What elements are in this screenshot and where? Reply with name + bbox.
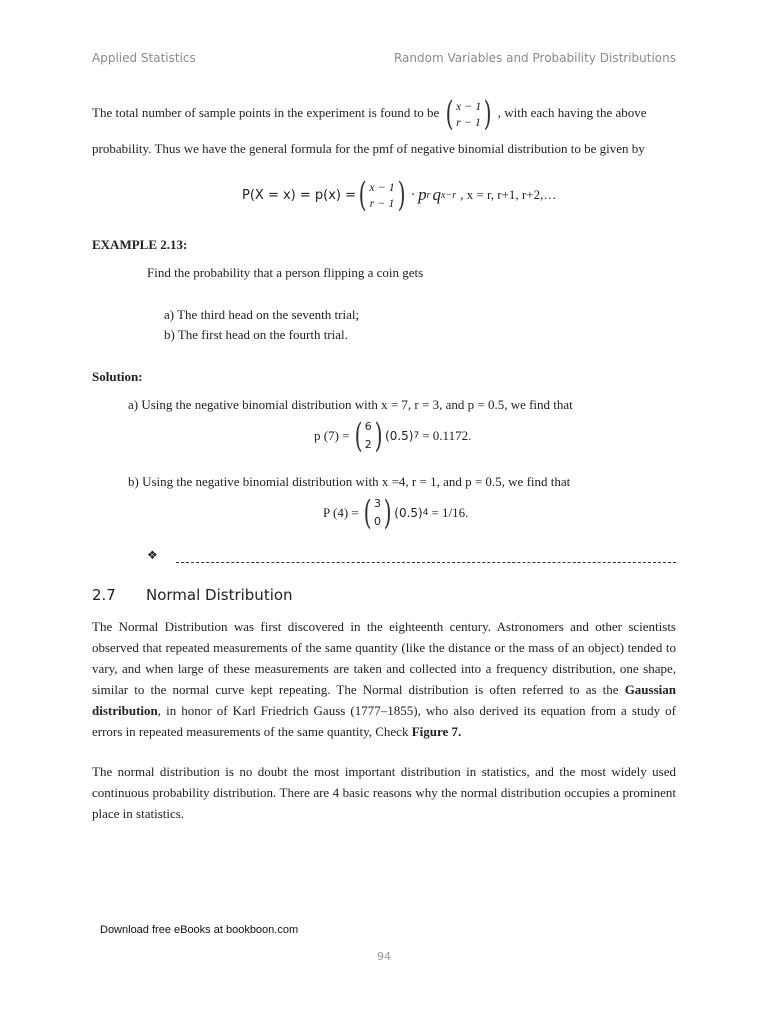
binomial-coefficient: ( x − 1 r − 1 ) [445, 94, 492, 134]
header-chapter-title: Random Variables and Probability Distributions [393, 51, 676, 65]
solution-b-lhs: P (4) = [323, 505, 359, 520]
formula-lhs: P(X = x) = p(x) = [242, 187, 357, 203]
solution-a-rhs: = 0.1172. [422, 428, 472, 443]
end-mark-icon: ❖ [147, 548, 158, 562]
solution-a-binom-top: 6 [364, 420, 372, 433]
solution-b-exp: 4 [422, 508, 429, 518]
solution-b-binom-bottom: 0 [374, 515, 382, 528]
section-number: 2.7 [92, 586, 116, 604]
solution-b-formula [323, 495, 468, 531]
formula-dot: · [410, 187, 416, 203]
section-title: Normal Distribution [146, 586, 293, 604]
solution-a-formula [314, 418, 471, 454]
paragraph1-figure-ref: Figure 7. [411, 724, 462, 739]
formula-binomial: ( x − 1 r − 1 ) [358, 175, 406, 215]
formula-p: p [418, 185, 427, 204]
solution-b-base: (0.5) [394, 506, 423, 520]
intro-text-after: , with each having the above [497, 104, 647, 120]
paragraph1-part2: , in honor of Karl Friedrich Gauss (1777–1855), who also derived its equation from a study of errors in repeated measurements of the same quantity, Check [92, 703, 676, 739]
paragraph1-part1: The Normal Distribution was first discovered in the eighteenth century. Astronomers and other scientists observed that repeated measurements of the same quantity (like the distance or the mass of an object) tended to vary, and when large of these measurements are taken and collected into a frequency distribution, one shape, similar to the normal curve kept repeating. The Normal distribution is often referred to as the [92, 619, 676, 697]
binom-bottom: r − 1 [456, 115, 481, 129]
intro-text-before: The total number of sample points in the experiment is found to be [92, 104, 440, 120]
solution-b-rhs: = 1/16. [431, 505, 469, 520]
solution-a-binom-bottom: 2 [364, 438, 372, 451]
header-book-title: Applied Statistics [92, 51, 196, 65]
formula-q: q [432, 185, 442, 204]
formula-range: , x = r, r+1, r+2,… [460, 187, 557, 202]
binom-top: x − 1 [455, 99, 482, 113]
paragraph1-bold-gaussian: Gaussian distribution [92, 682, 676, 718]
example-title: EXAMPLE 2.13: [92, 237, 188, 252]
solution-a-base: (0.5) [385, 429, 414, 443]
formula-q-exp: x−r [441, 189, 457, 201]
intro-line-1 [92, 94, 692, 134]
page-number: 94 [377, 950, 391, 963]
end-divider [176, 562, 676, 563]
example-prompt: Find the probability that a person flipping a coin gets [147, 265, 424, 280]
formula-p-exp: r [426, 189, 431, 201]
intro-line-2: probability. Thus we have the general formula for the pmf of negative binomial distribution to be given by [92, 141, 645, 156]
solution-a-binomial: ( 6 2 ) [354, 416, 383, 456]
solution-a-lhs: p (7) = [314, 428, 350, 443]
example-item-b: b) The first head on the fourth trial. [164, 327, 348, 342]
solution-b-binom-top: 3 [374, 497, 382, 510]
solution-b-binomial: ( 3 0 ) [363, 493, 392, 533]
solution-a-exp: 7 [413, 431, 420, 441]
pmf-formula [242, 175, 557, 215]
solution-b-text: b) Using the negative binomial distribution with x =4, r = 1, and p = 0.5, we find that [128, 474, 571, 489]
solution-a-text: a) Using the negative binomial distribution with x = 7, r = 3, and p = 0.5, we find that [128, 397, 573, 412]
formula-binom-top: x − 1 [369, 180, 395, 194]
footer-download-link[interactable]: Download free eBooks at bookboon.com [100, 924, 299, 936]
paragraph-normal-importance: The normal distribution is no doubt the most important distribution in statistics, and the most widely used continuous probability distribution. There are 4 basic reasons why the normal distribution occupies a prominent place in statistics. [92, 764, 676, 821]
formula-binom-bottom: r − 1 [369, 196, 395, 210]
solution-title: Solution: [92, 369, 143, 384]
example-item-a: a) The third head on the seventh trial; [164, 307, 360, 322]
paragraph-normal-history [92, 616, 676, 742]
